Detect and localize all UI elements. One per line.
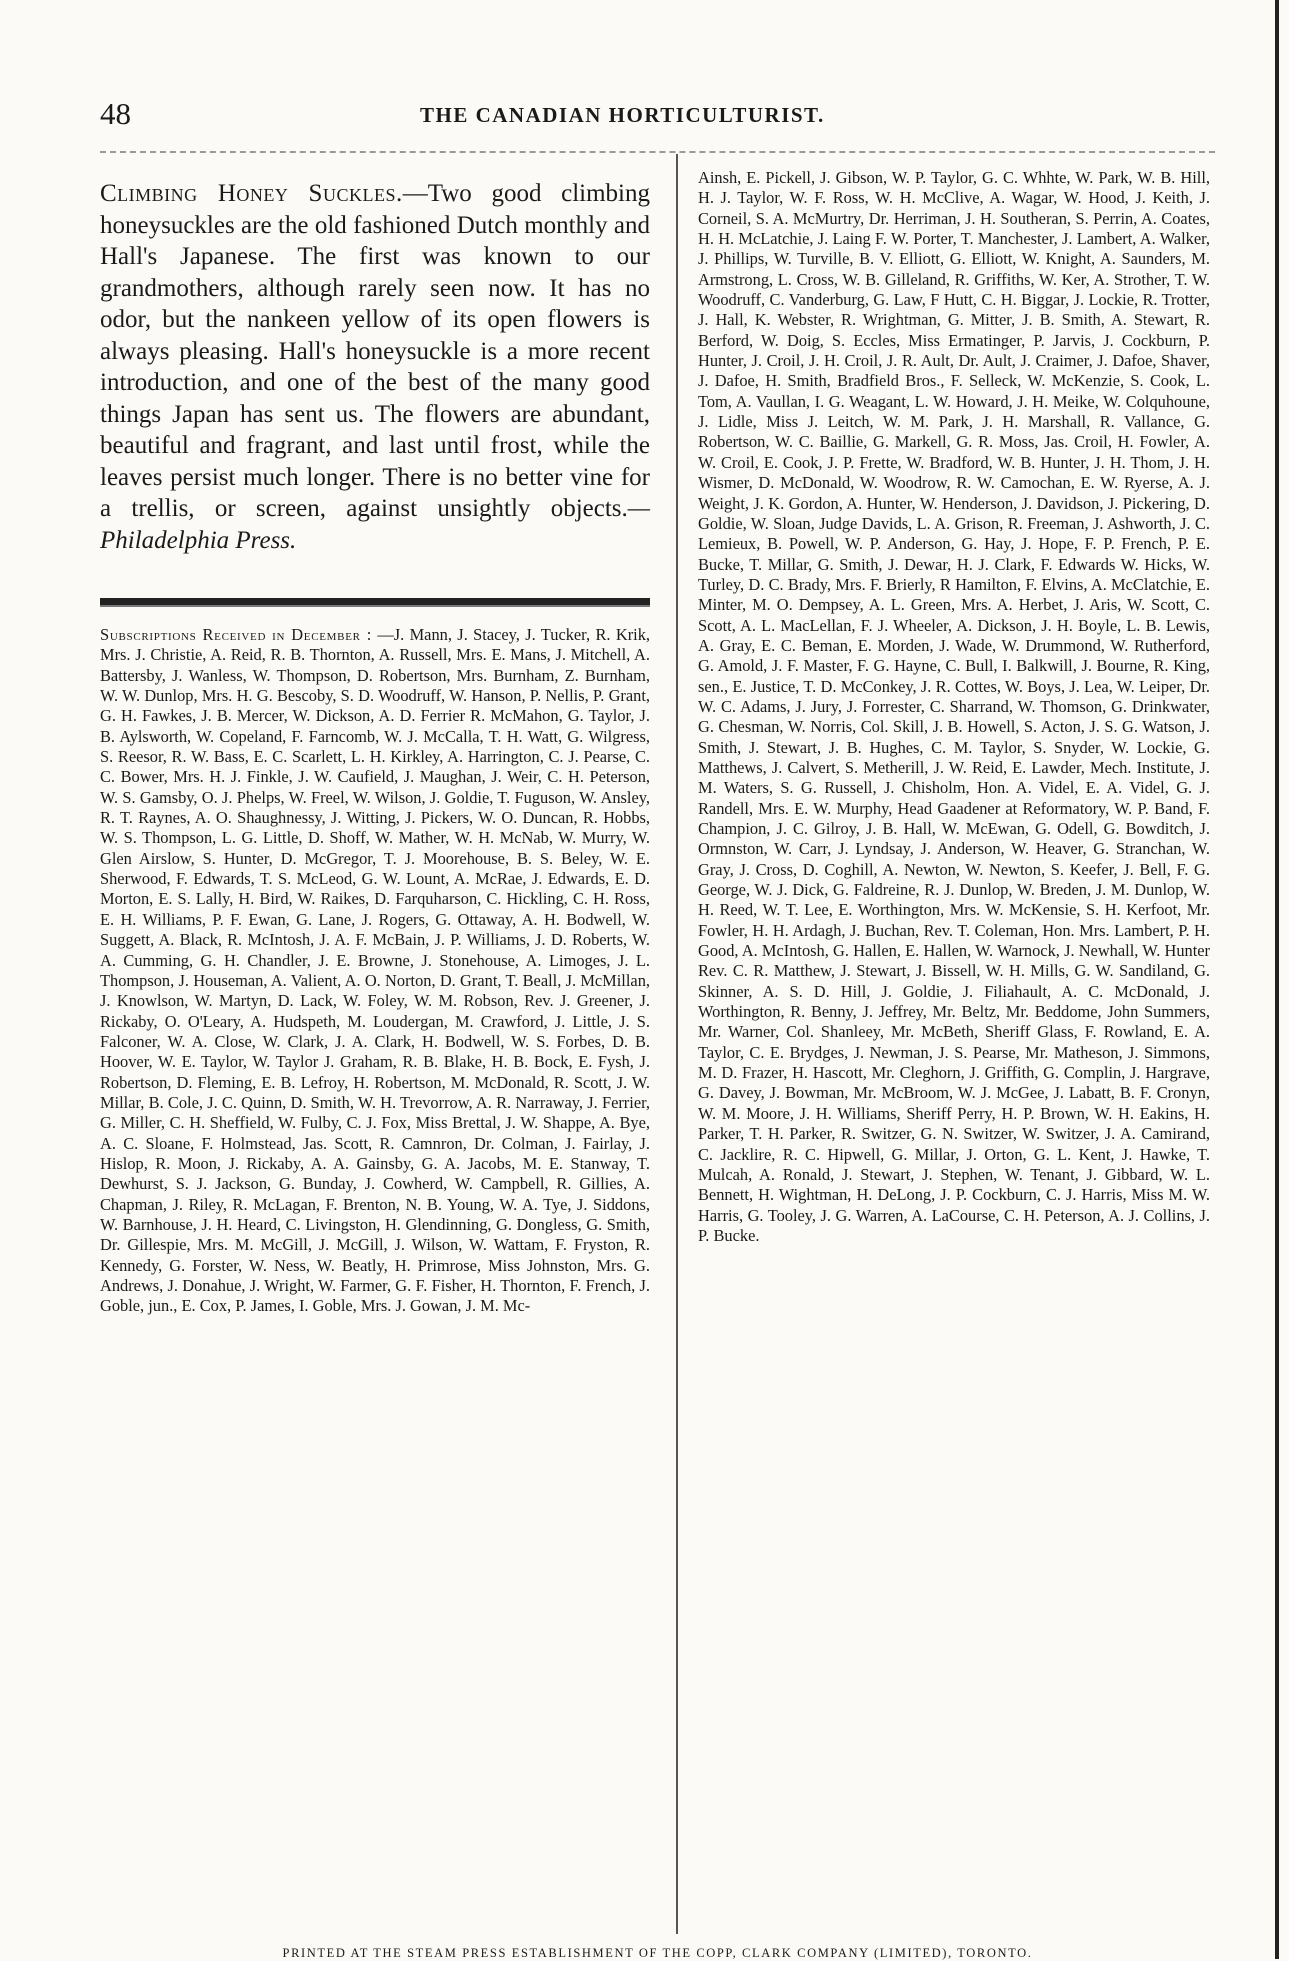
subscriptions-list-right <box>698 168 1210 1246</box>
right-column <box>698 168 1210 1246</box>
article-source: —Philadelphia Press. <box>100 495 650 554</box>
article-body: —Two good climbing honeysuckles are the old fashioned Dutch monthly and Hall's Japanese. The first was known to our grandmothers, although rarely seen now. It has no odor, but the nankeen yellow of its open flowers is always pleasing. Hall's honeysuckle is a more recent introduction, and one of the best of the many good things Japan has sent us. The flowers are abundant, beautiful and fragrant, and last until frost, while the leaves persist much longer. There is no better vine for a trellis, or screen, against unsightly objects. <box>100 180 650 522</box>
subscriptions-list-left <box>100 625 650 1317</box>
page-number: 48 <box>100 96 131 131</box>
header-rule <box>100 151 1215 153</box>
article-paragraph <box>100 178 650 556</box>
page-edge-rule <box>1275 0 1279 1959</box>
subscriptions-heading: Subscriptions Received in December : <box>100 625 372 644</box>
subscriber-names-right: Ainsh, E. Pickell, J. Gibson, W. P. Taylor, G. C. Whhte, W. Park, W. B. Hill, H. J. Taylor, W. F. Ross, W. H. McClive, A. Wagar, W. Hood, J. Keith, J. Corneil, S. A. McMurtry, Dr. Herriman, J. H. Southeran, S. Perrin, A. Coates, H. H. McLatchie, J. Laing F. W. Porter, T. Manchester, J. Lambert, A. Walker, J. Phillips, W. Turville, B. V. Elliott, G. Elliott, W. Knight, A. Saunders, M. Armstrong, L. Cross, W. B. Gilleland, R. Griffiths, W. Ker, A. Strother, T. W. Woodruff, C. Vanderburg, G. Law, F Hutt, C. H. Biggar, J. Lockie, R. Trotter, J. Hall, K. Webster, R. Wrightman, G. Mitter, J. B. Smith, A. Stewart, R. Berford, W. Doig, S. Eccles, Miss Ermatinger, P. Jarvis, J. Cockburn, P. Hunter, J. Croil, J. H. Croil, J. R. Ault, Dr. Ault, J. Craimer, J. Dafoe, Shaver, J. Dafoe, H. Smith, Bradfield Bros., F. Selleck, W. McKenzie, S. Cook, L. Tom, A. Vaullan, I. G. Weagant, L. W. Howard, J. H. Meike, W. Colquhoune, J. Lidle, Miss J. Leitch, W. M. Park, J. H. Marshall, R. Vallance, G. Robertson, W. C. Baillie, G. Markell, G. R. Moss, Jas. Croil, H. Fowler, A. W. Croil, E. Cook, J. P. Frette, W. Bradford, W. B. Hunter, J. H. Thom, J. H. Wismer, D. McDonald, W. Woodrow, R. W. Camochan, E. W. Ryerse, A. J. Weight, J. K. Gordon, A. Hunter, W. Henderson, J. Davidson, J. Pickering, D. Goldie, W. Sloan, Judge Davids, L. A. Grison, R. Freeman, J. Ashworth, J. C. Lemieux, B. Powell, W. P. Anderson, G. Hay, J. Hope, F. P. French, P. E. Bucke, T. Millar, G. Smith, J. Dewar, H. J. Clark, F. Edwards W. Hicks, W. Turley, D. C. Brady, Mrs. F. Brierly, R Hamilton, F. Elvins, A. McClatchie, E. Minter, M. O. Dempsey, A. L. Green, Mrs. A. Herbet, J. Aris, W. Scott, C. Scott, A. L. MacLellan, F. J. Wheeler, A. Dickson, J. H. Boyle, L. B. Lewis, A. Gray, E. C. Beman, E. Morden, J. Wade, W. Drummond, W. Rutherford, G. Amold, J. F. Master, F. G. Hayne, C. Bull, I. Balkwill, J. Bourne, R. King, sen., E. Justice, T. D. McConkey, J. R. Cottes, W. Boys, J. Lea, W. Leiper, Dr. W. C. Adams, J. Jury, J. Forrester, C. Sharrand, W. Thomson, G. Drinkwater, G. Chesman, W. Norris, Col. Skill, J. B. Howell, S. Acton, J. S. G. Watson, J. Smith, J. Stewart, J. B. Hughes, C. M. Taylor, S. Snyder, W. Lockie, G. Matthews, J. Calvert, S. Metherill, J. W. Reid, E. Lawder, Mech. Institute, J. M. Waters, S. G. Russell, J. Chisholm, Hon. A. Videl, E. A. Videl, G. J. Randell, Mrs. E. W. Murphy, Head Gaadener at Reformatory, W. P. Band, F. Champion, J. C. Gilroy, J. B. Hall, W. McEwan, G. Odell, G. Bowditch, J. Ormnston, W. Carr, J. Lyndsay, J. Anderson, W. Heaver, G. Stranchan, W. Gray, J. Cross, D. Coghill, A. Newton, W. Newton, S. Keefer, J. Bell, F. G. George, W. J. Dick, G. Faldreine, R. J. Dunlop, W. Breden, J. M. Dunlop, W. H. Reed, W. T. Lee, E. Worthington, Mrs. W. McKensie, S. H. Kerfoot, Mr. Fowler, H. H. Ardagh, J. Buchan, Rev. T. Coleman, Hon. Mrs. Lambert, P. H. Good, A. McIntosh, G. Hallen, E. Hallen, W. Warnock, J. Newhall, W. Hunter Rev. C. R. Matthew, J. Stewart, J. Bissell, W. H. Mills, G. W. Sandiland, G. Skinner, A. S. D. Hill, J. Goldie, J. Filiahault, A. C. McDonald, J. Worthington, R. Benny, J. Jeffrey, Mr. Beltz, Mr. Beddome, John Summers, Mr. Warner, Col. Shanleey, Mr. McBeth, Sheriff Glass, F. Rowland, E. A. Taylor, C. E. Brydges, J. Newman, J. S. Pearse, Mr. Matheson, J. Simmons, M. D. Frazer, H. Hascott, Mr. Cleghorn, J. Griffith, G. Complin, J. Hargrave, G. Davey, J. Bowman, Mr. McBroom, W. J. McGee, J. Labatt, B. F. Cronyn, W. M. Moore, J. H. Williams, Sheriff Perry, H. P. Brown, W. H. Eakins, H. Parker, T. H. Parker, R. Switzer, G. N. Switzer, W. Switzer, J. A. Camirand, C. Jacklire, R. C. Hipwell, G. Millar, J. Orton, G. L. Kent, J. Hawke, T. Mulcah, A. Ronald, J. Stewart, J. Stephen, W. Tenant, J. Gibbard, W. L. Bennett, H. Wightman, H. DeLong, J. P. Cockburn, C. J. Harris, Miss M. W. Harris, G. Tooley, J. G. Warren, A. LaCourse, C. H. Peterson, A. J. Collins, J. P. Bucke. <box>698 168 1210 1245</box>
page-header <box>100 96 1215 136</box>
column-divider <box>676 154 678 1934</box>
subscriber-names-left: —J. Mann, J. Stacey, J. Tucker, R. Krik, Mrs. J. Christie, A. Reid, R. B. Thornton, A. Russell, Mrs. E. Mans, J. Mitchell, A. Battersby, J. Wanless, W. Thompson, D. Robertson, Mrs. Burnham, Z. Burnham, W. W. Dunlop, Mrs. H. G. Bescoby, S. D. Woodruff, W. Hanson, P. Nellis, P. Grant, G. H. Fawkes, J. B. Mercer, W. Dickson, A. D. Ferrier R. McMahon, G. Taylor, J. B. Aylsworth, W. Copeland, F. Farncomb, W. J. McCalla, T. H. Watt, G. Wilgress, S. Reesor, R. W. Bass, E. C. Scarlett, L. H. Kirkley, A. Harrington, C. J. Pearse, C. C. Bower, Mrs. H. J. Finkle, J. W. Caufield, J. Maughan, J. Weir, C. H. Peterson, W. S. Gamsby, O. J. Phelps, W. Freel, W. Wilson, J. Goldie, T. Fuguson, W. Ansley, R. T. Raynes, A. O. Shaughnessy, J. Witting, J. Pickers, W. O. Duncan, R. Hobbs, W. S. Thompson, L. G. Little, D. Shoff, W. Mather, W. H. McNab, W. Murry, W. Glen Airslow, S. Hunter, D. McGregor, T. J. Moorehouse, B. S. Beley, W. E. Sherwood, F. Edwards, T. S. McLeod, G. W. Lount, A. McRae, J. Edwards, E. D. Morton, E. S. Lally, H. Bird, W. Raikes, D. Farquharson, C. Hickling, C. H. Ross, E. H. Williams, P. F. Ewan, G. Lane, J. Rogers, G. Ottaway, A. H. Bodwell, W. Suggett, A. Black, R. McIntosh, J. A. F. McBain, J. P. Williams, J. D. Roberts, W. A. Cumming, G. H. Chandler, J. E. Browne, J. Stonehouse, A. Limoges, J. L. Thompson, J. Houseman, A. Valient, A. O. Norton, D. Grant, T. Beall, J. McMillan, J. Knowlson, W. Martyn, D. Lack, W. Foley, W. M. Robson, Rev. J. Greener, J. Rickaby, O. O'Leary, A. Hudspeth, M. Loudergan, M. Crawford, J. Little, J. S. Falconer, W. A. Close, W. Clark, J. A. Clark, H. Bodwell, W. S. Forbes, D. B. Hoover, W. E. Taylor, W. Taylor J. Graham, R. B. Blake, H. B. Bock, E. Fysh, J. Robertson, D. Fleming, E. B. Lefroy, H. Robertson, M. McDonald, R. Scott, J. W. Millar, B. Cole, J. C. Quinn, D. Smith, W. H. Trevorrow, A. R. Narraway, J. Ferrier, G. Miller, C. H. Sheffield, W. Fulby, C. J. Fox, Miss Brettal, J. W. Shappe, A. Bye, A. C. Sloane, F. Holmstead, Jas. Scott, R. Camnron, Dr. Colman, J. Fairlay, J. Hislop, R. Moon, J. Rickaby, A. A. Gainsby, G. A. Jacobs, M. E. Stanway, T. Dewhurst, S. J. Jackson, G. Bunday, J. Cowherd, W. Campbell, R. Gillies, A. Chapman, J. Riley, R. McLagan, F. Brenton, N. B. Young, W. A. Tye, J. Siddons, W. Barnhouse, J. H. Heard, C. Livingston, H. Glendinning, G. Dongless, G. Smith, Dr. Gillespie, Mrs. M. McGill, J. McGill, J. Wilson, W. Wattam, F. Fryston, R. Kennedy, G. Forster, W. Ness, W. Beatly, H. Primrose, Miss Johnston, Mrs. G. Andrews, J. Donahue, J. Wright, W. Farmer, G. F. Fisher, H. Thornton, F. French, J. Goble, jun., E. Cox, P. James, I. Goble, Mrs. J. Gowan, J. M. Mc- <box>100 625 651 1316</box>
section-rule <box>100 598 650 607</box>
left-column <box>100 178 650 1317</box>
printer-imprint: PRINTED AT THE STEAM PRESS ESTABLISHMENT OF THE COPP, CLARK COMPANY (LIMITED), TORONTO. <box>282 1946 1033 1960</box>
running-title: THE CANADIAN HORTICULTURIST. <box>420 103 825 127</box>
article-heading: Climbing Honey Suckles. <box>100 180 403 207</box>
